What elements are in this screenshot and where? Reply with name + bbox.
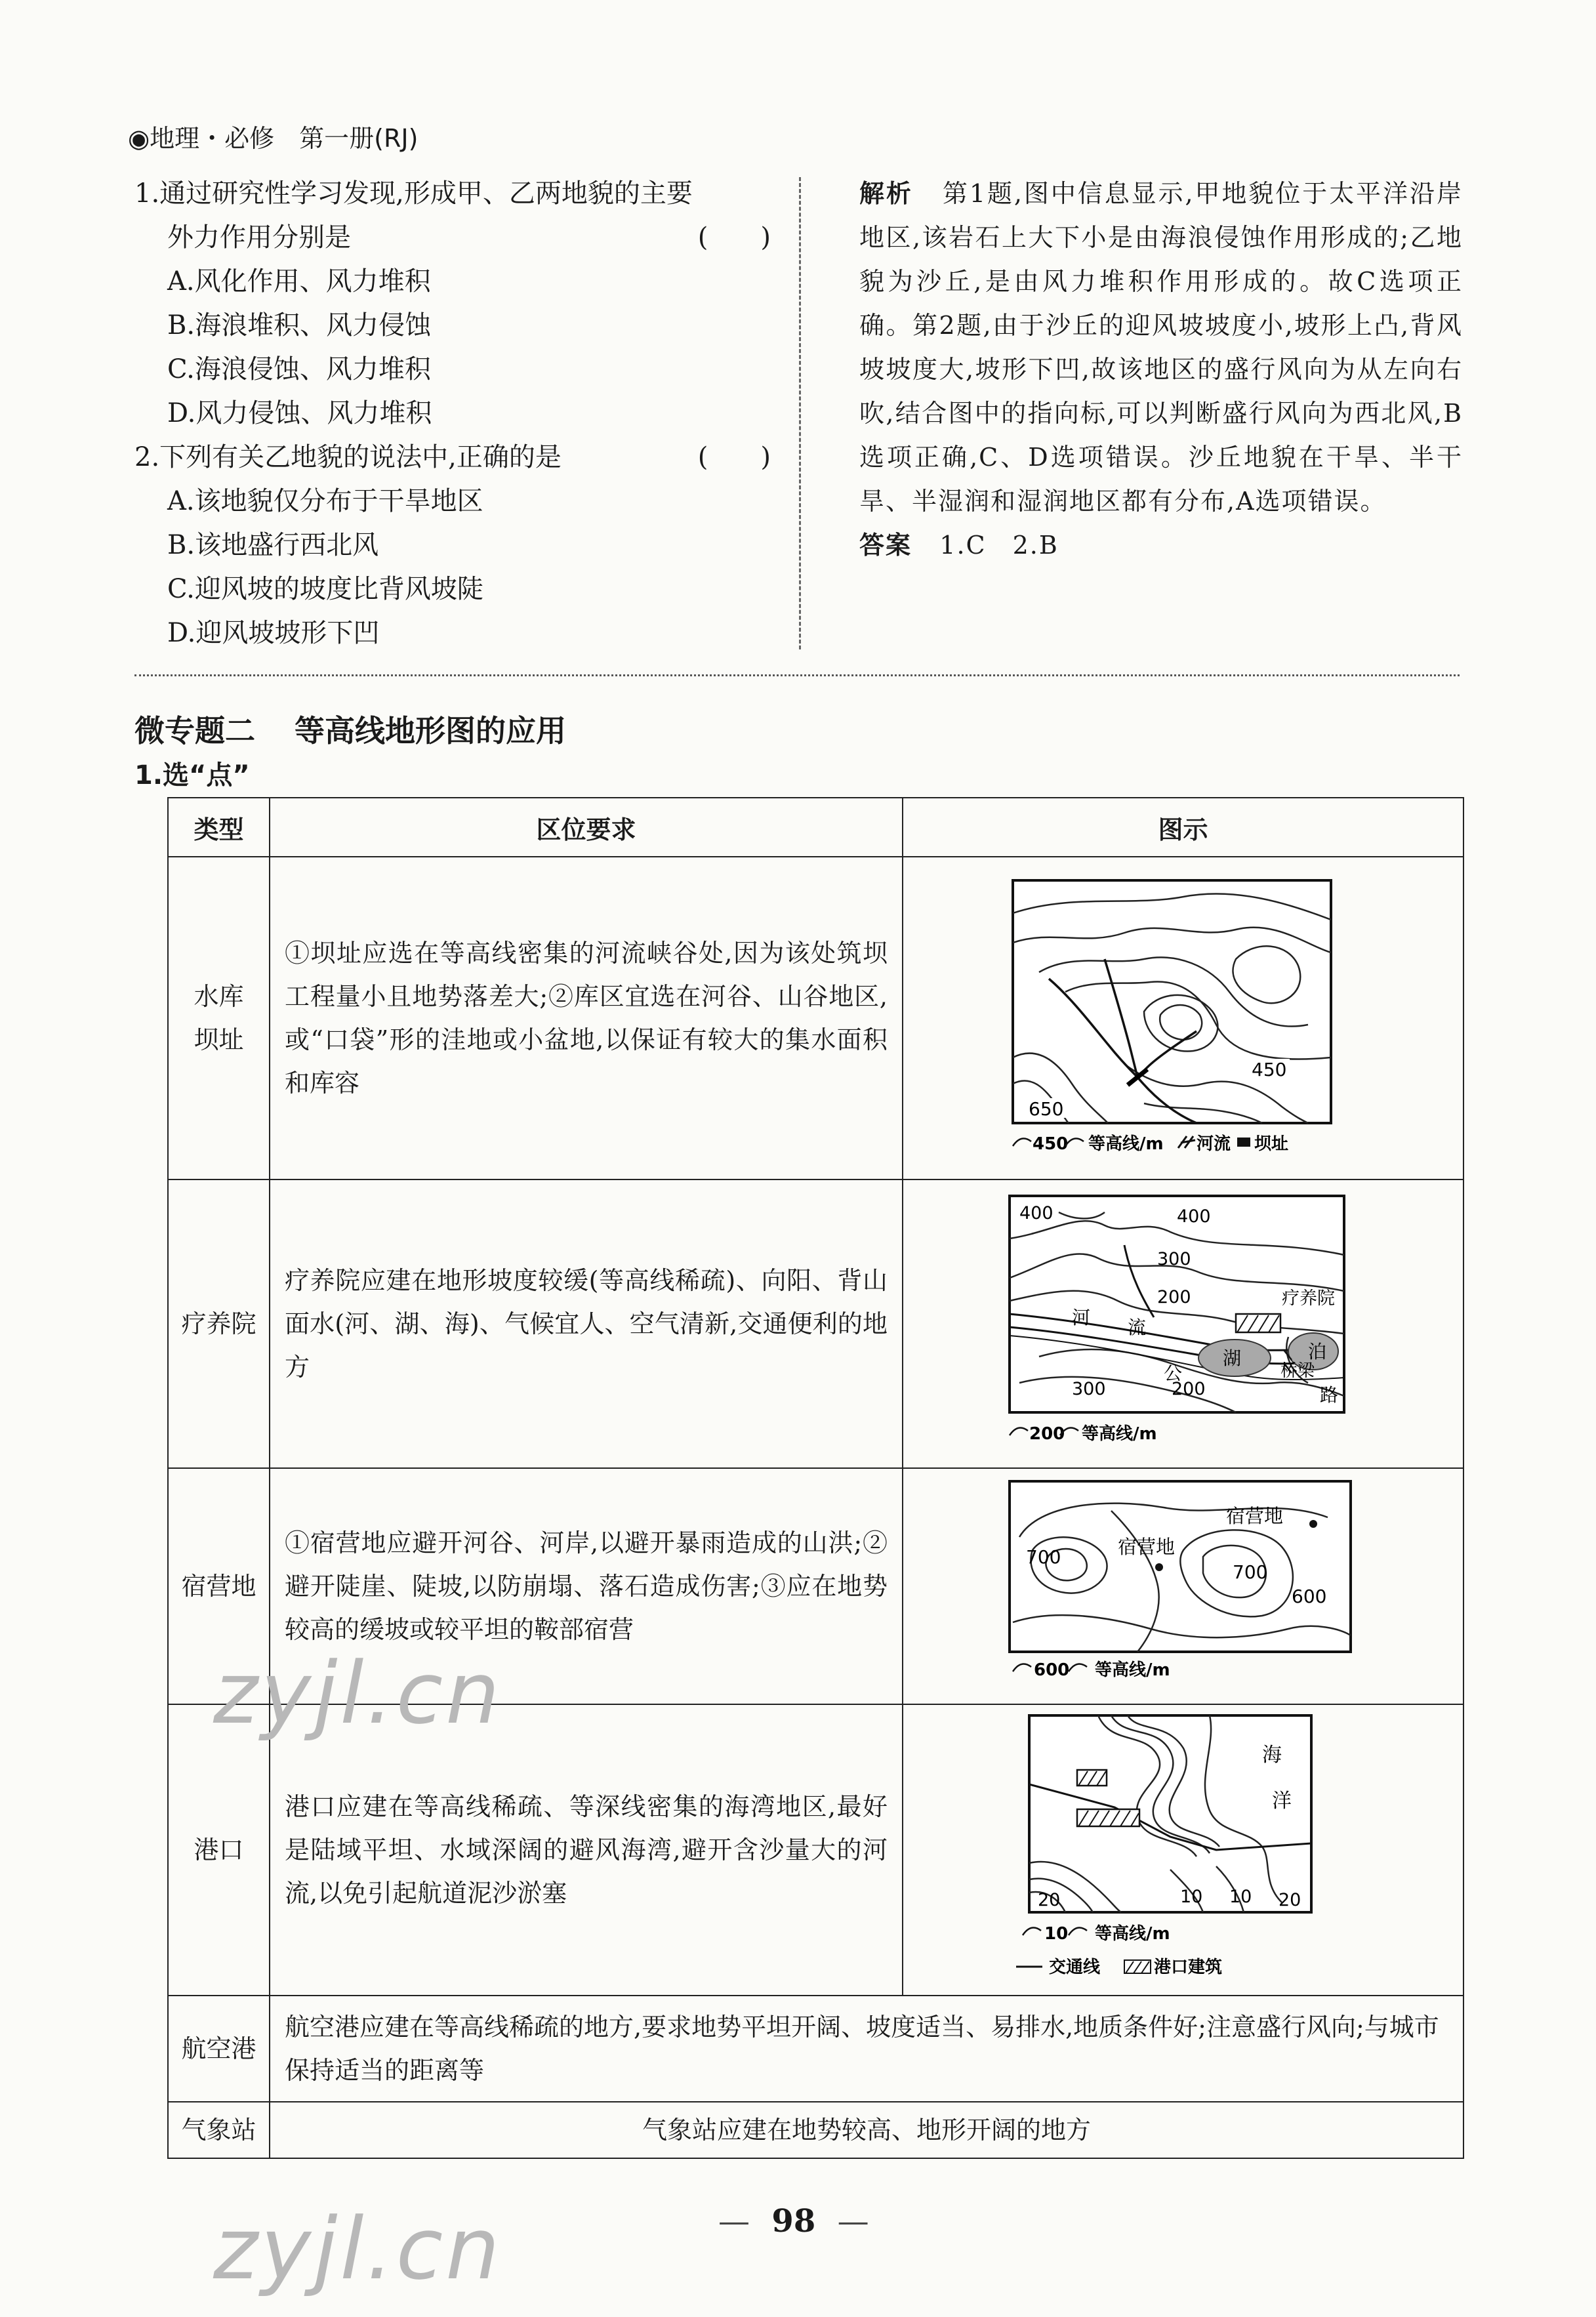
port-legend-contour: 等高线/m [1094, 1924, 1170, 1944]
row-type-sanatorium: 疗养院 [168, 1179, 270, 1468]
sana-label-300b: 300 [1071, 1379, 1106, 1399]
port-legend-traffic: 交通线 [1048, 1958, 1100, 1977]
analysis-text-block [859, 172, 1463, 523]
port-sea-a: 海 [1261, 1744, 1282, 1767]
answer-line [859, 523, 1463, 567]
port-label-10a: 10 [1179, 1887, 1202, 1907]
row-type-dam: 水库坝址 [194, 982, 244, 1054]
page-dash-left: — [718, 2203, 750, 2240]
table-row [168, 1179, 1463, 1468]
sana-road-b: 路 [1319, 1384, 1338, 1406]
port-legend-building: 港口建筑 [1153, 1958, 1222, 1977]
port-label-20b: 20 [1278, 1890, 1301, 1910]
row-req-camp: ①宿营地应避开河谷、河岸,以避开暴雨造成的山洪;②避开陡崖、陡坡,以防崩塌、落石造成伤害;③应在地势较高的缓坡或较平坦的鞍部宿营 [270, 1468, 903, 1704]
port-sea-b: 洋 [1271, 1790, 1292, 1813]
camp-label-700b: 700 [1232, 1561, 1267, 1583]
q1-stem-line2 [134, 216, 777, 260]
q2-answer-blank[interactable]: ( ) [697, 442, 771, 472]
answer-text: 1.C 2.B [939, 531, 1059, 560]
row-type-port: 港口 [168, 1704, 270, 1996]
analysis-column [859, 172, 1463, 567]
row-req-weather: 气象站应建在地势较高、地形开阔的地方 [270, 2102, 1463, 2158]
port-label-20a: 20 [1037, 1890, 1060, 1910]
sana-label-200b: 200 [1171, 1379, 1206, 1399]
q2-stem-text: 2.下列有关乙地貌的说法中,正确的是 [134, 442, 562, 472]
answer-label: 答案 [859, 531, 912, 560]
q2-option-b[interactable]: B.该地盛行西北风 [167, 530, 379, 560]
section-title-a: 微专题二 [134, 713, 255, 748]
port-legend-value: 10 [1044, 1924, 1068, 1944]
q1-stem-text: 外力作用分别是 [167, 222, 351, 253]
q2-option-c[interactable]: C.迎风坡的坡度比背风坡陡 [167, 574, 483, 604]
sana-label-400b: 400 [1176, 1206, 1211, 1227]
port-contour-map [1000, 1706, 1367, 1981]
dam-label-450: 450 [1251, 1059, 1286, 1080]
camp-legend-contour: 等高线/m [1094, 1660, 1170, 1680]
table-row [168, 857, 1463, 1179]
q1-option-b[interactable]: B.海浪堆积、风力侵蚀 [167, 310, 432, 340]
sana-river-a: 河 [1071, 1307, 1090, 1328]
q2-option-a[interactable]: A.该地貌仅分布于干旱地区 [167, 486, 483, 516]
page-number-block [718, 2203, 869, 2240]
watermark-bottom: zyjl.cn [213, 2199, 502, 2299]
port-label-10b: 10 [1229, 1887, 1252, 1907]
sana-legend-value: 200 [1029, 1424, 1065, 1444]
header-requirement: 区位要求 [270, 798, 903, 857]
header-figure: 图示 [903, 798, 1463, 857]
camp-site-label-a: 宿营地 [1225, 1505, 1283, 1527]
q1-option-d[interactable]: D.风力侵蚀、风力堆积 [167, 398, 432, 428]
page-dash-right: — [837, 2203, 869, 2240]
row-type-airport: 航空港 [168, 1996, 270, 2102]
sana-label-400a: 400 [1019, 1203, 1054, 1223]
row-req-port: 港口应建在等高线稀疏、等深线密集的海湾地区,最好是陆域平坦、水域深阔的避风海湾,避开含沙量大的河流,以免引起航道泥沙淤塞 [270, 1704, 903, 1996]
question-column [134, 172, 777, 655]
section-title [134, 707, 566, 750]
row-type-weather: 气象站 [168, 2102, 270, 2158]
header-type: 类型 [168, 798, 270, 857]
q1-option-a[interactable]: A.风化作用、风力堆积 [167, 266, 431, 297]
sana-legend-contour: 等高线/m [1081, 1424, 1157, 1444]
q2-stem-line [134, 436, 777, 480]
sana-river-b: 流 [1127, 1317, 1146, 1338]
row-type-camp: 宿营地 [168, 1468, 270, 1704]
q2-option-d[interactable]: D.迎风坡坡形下凹 [167, 618, 380, 648]
dam-label-650: 650 [1028, 1098, 1063, 1120]
camp-legend-value: 600 [1033, 1660, 1069, 1680]
sana-bridge-label: 桥梁 [1280, 1361, 1315, 1381]
sana-po: 泊 [1307, 1341, 1326, 1363]
table-row [168, 2102, 1463, 2158]
sana-sanatorium-label: 疗养院 [1281, 1288, 1335, 1309]
section-title-b: 等高线地形图的应用 [295, 713, 566, 748]
analysis-text: 第1题,图中信息显示,甲地貌位于太平洋沿岸地区,该岩石上大下小是由海浪侵蚀作用形成的;乙地貌为沙丘,是由风力堆积作用形成的。故C选项正确。第2题,由于沙丘的迎风坡坡度小,坡形上凸,背风坡坡度大,坡形下凹,故该地区的盛行风向为从左向右吹,结合图中的指向标,可以判断盛行风向为西北风,B选项正确,C、D选项错误。沙丘地貌在干旱、半干旱、半湿润和湿润地区都有分布,A选项错误。 [859, 179, 1463, 516]
row-req-airport: 航空港应建在等高线稀疏的地方,要求地势平坦开阔、坡度适当、易排水,地质条件好;注意盛行风向;与城市保持适当的距离等 [270, 1996, 1463, 2102]
table-row [168, 1996, 1463, 2102]
column-divider [799, 177, 801, 649]
camp-site-label-b: 宿营地 [1117, 1536, 1175, 1558]
table-row [168, 1704, 1463, 1996]
dam-legend-contour-value: 450 [1032, 1134, 1068, 1154]
analysis-label: 解析 [859, 179, 913, 208]
watermark-middle: zyjl.cn [213, 1643, 502, 1743]
q1-answer-blank[interactable]: ( ) [697, 222, 771, 253]
dam-legend-river: 河流 [1196, 1134, 1231, 1154]
section-subtitle: 1.选“点” [134, 760, 250, 790]
sana-label-300a: 300 [1156, 1249, 1191, 1269]
camp-label-700a: 700 [1025, 1546, 1061, 1568]
row-req-dam: ①坝址应选在等高线密集的河流峡谷处,因为该处筑坝工程量小且地势落差大;②库区宜选在河谷、山谷地区,或“口袋”形的洼地或小盆地,以保证有较大的集水面积和库容 [270, 857, 903, 1179]
campsite-contour-map [1000, 1471, 1367, 1688]
dam-contour-map [1000, 867, 1367, 1156]
sanatorium-contour-map [1000, 1186, 1367, 1448]
dam-legend-contour: 等高线/m [1088, 1134, 1164, 1154]
camp-label-600: 600 [1291, 1586, 1326, 1607]
table-header-row [168, 798, 1463, 857]
q1-option-c[interactable]: C.海浪侵蚀、风力堆积 [167, 354, 431, 384]
section-divider [134, 674, 1460, 676]
row-req-sanatorium: 疗养院应建在地形坡度较缓(等高线稀疏)、向阳、背山面水(河、湖、海)、气候宜人、空气清新,交通便利的地方 [270, 1179, 903, 1468]
q1-stem-line1: 1.通过研究性学习发现,形成甲、乙两地貌的主要 [134, 178, 693, 209]
dam-legend-dam: 坝址 [1254, 1134, 1288, 1154]
location-table [167, 797, 1464, 2159]
sana-lake: 湖 [1222, 1347, 1241, 1369]
sana-label-200a: 200 [1156, 1287, 1191, 1307]
sana-road-a: 公 [1163, 1363, 1182, 1384]
page-number: 98 [771, 2203, 816, 2240]
page-header: ◉地理・必修 第一册(RJ) [128, 124, 419, 153]
